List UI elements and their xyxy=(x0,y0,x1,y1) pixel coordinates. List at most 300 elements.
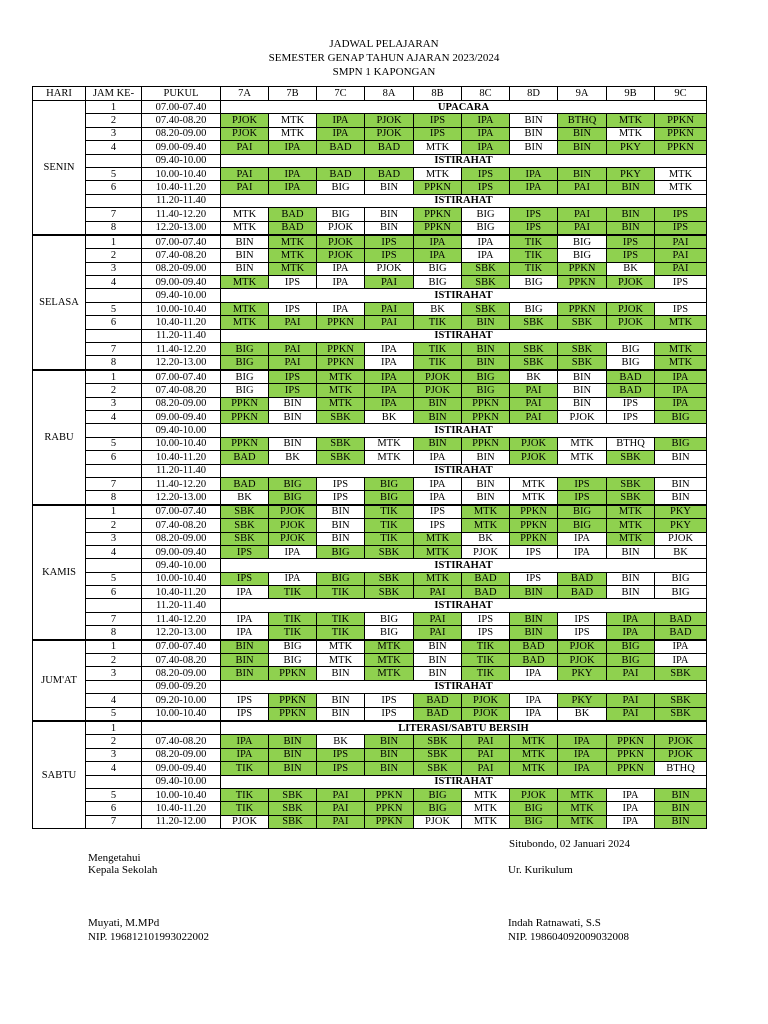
time-range: 12.20-13.00 xyxy=(142,356,221,370)
subject-cell: PAI xyxy=(365,316,414,329)
table-row xyxy=(33,654,707,667)
subject-cell: BAD xyxy=(414,694,462,707)
subject-cell: IPS xyxy=(221,694,269,707)
subject-cell: IPS xyxy=(365,707,414,721)
subject-cell: MTK xyxy=(510,735,558,748)
subject-cell: MTK xyxy=(510,477,558,490)
subject-cell: MTK xyxy=(607,519,655,532)
subject-cell: BK xyxy=(269,451,317,464)
subject-cell: PAI xyxy=(317,788,365,801)
period-number: 4 xyxy=(86,410,142,423)
subject-cell: IPA xyxy=(607,626,655,640)
time-range: 11.40-12.20 xyxy=(142,477,221,490)
subject-cell: TIK xyxy=(462,667,510,680)
time-range: 11.20-11.40 xyxy=(142,329,221,342)
subject-cell: PJOK xyxy=(655,735,707,748)
subject-cell: IPA xyxy=(365,370,414,384)
subject-cell: MTK xyxy=(317,384,365,397)
time-range xyxy=(142,721,221,735)
period-number: 3 xyxy=(86,667,142,680)
subject-cell: BIG xyxy=(607,654,655,667)
table-header-row xyxy=(33,87,707,101)
subject-cell: IPA xyxy=(221,735,269,748)
table-row xyxy=(33,532,707,545)
subject-cell: SBK xyxy=(462,302,510,315)
subject-cell: BIN xyxy=(558,397,607,410)
subject-cell: MTK xyxy=(269,249,317,262)
subject-cell: BIG xyxy=(317,572,365,585)
subject-cell: TIK xyxy=(510,249,558,262)
subject-cell: BK xyxy=(655,545,707,558)
subject-cell: BIN xyxy=(365,762,414,775)
subject-cell: MTK xyxy=(510,748,558,761)
principal-name: Muyati, M.MPd xyxy=(88,917,160,929)
period-number: 5 xyxy=(86,437,142,450)
subject-cell: MTK xyxy=(269,114,317,127)
period-number xyxy=(86,424,142,437)
time-range: 09.00-09.40 xyxy=(142,141,221,154)
subject-cell: BIN xyxy=(365,208,414,221)
period-number: 5 xyxy=(86,572,142,585)
subject-cell: BIG xyxy=(558,505,607,519)
subject-cell: TIK xyxy=(365,505,414,519)
subject-cell: BIN xyxy=(510,626,558,640)
column-header: 9A xyxy=(558,87,607,101)
break-label: ISTIRAHAT xyxy=(221,194,707,207)
subject-cell: PAI xyxy=(462,762,510,775)
time-range: 11.40-12.20 xyxy=(142,343,221,356)
period-number: 1 xyxy=(86,640,142,654)
subject-cell: PJOK xyxy=(510,437,558,450)
subject-cell: PJOK xyxy=(607,302,655,315)
column-header: 9C xyxy=(655,87,707,101)
subject-cell: PPKN xyxy=(462,410,510,423)
subject-cell: PPKN xyxy=(269,694,317,707)
time-range: 11.40-12.20 xyxy=(142,208,221,221)
subject-cell: BIN xyxy=(317,532,365,545)
time-range: 08.20-09.00 xyxy=(142,127,221,140)
table-row xyxy=(33,721,707,735)
document-title: JADWAL PELAJARAN xyxy=(329,38,439,50)
subject-cell: MTK xyxy=(221,302,269,315)
subject-cell: PJOK xyxy=(221,114,269,127)
document-subtitle: SEMESTER GENAP TAHUN AJARAN 2023/2024 xyxy=(268,52,500,64)
subject-cell: TIK xyxy=(414,356,462,370)
subject-cell: PJOK xyxy=(462,707,510,721)
subject-cell: IPA xyxy=(607,815,655,828)
subject-cell: BAD xyxy=(365,167,414,180)
subject-cell: IPA xyxy=(558,748,607,761)
table-row xyxy=(33,127,707,140)
subject-cell: MTK xyxy=(558,815,607,828)
day-label: KAMIS xyxy=(33,505,86,640)
subject-cell: IPS xyxy=(269,276,317,289)
subject-cell: PPKN xyxy=(269,667,317,680)
period-number: 6 xyxy=(86,451,142,464)
time-range: 07.40-08.20 xyxy=(142,735,221,748)
subject-cell: MTK xyxy=(365,654,414,667)
subject-cell: PAI xyxy=(655,235,707,249)
subject-cell: IPS xyxy=(655,302,707,315)
subject-cell: IPS xyxy=(655,276,707,289)
subject-cell: IPS xyxy=(607,235,655,249)
column-header: PUKUL xyxy=(142,87,221,101)
subject-cell: IPA xyxy=(655,370,707,384)
subject-cell: PJOK xyxy=(414,815,462,828)
table-row xyxy=(33,464,707,477)
subject-cell: PJOK xyxy=(317,221,365,235)
subject-cell: IPA xyxy=(269,141,317,154)
subject-cell: BIN xyxy=(365,735,414,748)
table-row xyxy=(33,735,707,748)
subject-cell: IPA xyxy=(221,626,269,640)
subject-cell: BIG xyxy=(221,356,269,370)
subject-cell: MTK xyxy=(269,127,317,140)
period-number: 5 xyxy=(86,707,142,721)
period-number: 7 xyxy=(86,343,142,356)
time-range: 11.20-11.40 xyxy=(142,464,221,477)
subject-cell: BIG xyxy=(510,802,558,815)
curriculum-name: Indah Ratnawati, S.S xyxy=(508,917,601,929)
subject-cell: BIN xyxy=(655,815,707,828)
subject-cell: IPS xyxy=(317,748,365,761)
subject-cell: IPS xyxy=(365,249,414,262)
subject-cell: PPKN xyxy=(414,181,462,194)
subject-cell: IPA xyxy=(414,477,462,490)
subject-cell: SBK xyxy=(462,262,510,275)
subject-cell: PAI xyxy=(510,397,558,410)
subject-cell: BIN xyxy=(269,748,317,761)
subject-cell: TIK xyxy=(269,586,317,599)
table-row xyxy=(33,451,707,464)
time-range: 10.40-11.20 xyxy=(142,181,221,194)
subject-cell: BIN xyxy=(558,127,607,140)
period-number: 4 xyxy=(86,276,142,289)
time-range: 09.00-09.20 xyxy=(142,680,221,693)
subject-cell: BIG xyxy=(607,356,655,370)
subject-cell: BIN xyxy=(510,127,558,140)
subject-cell: IPA xyxy=(317,262,365,275)
table-row xyxy=(33,410,707,423)
table-row xyxy=(33,680,707,693)
subject-cell: BIN xyxy=(221,235,269,249)
time-range: 09.40-10.00 xyxy=(142,775,221,788)
table-row xyxy=(33,356,707,370)
subject-cell: IPS xyxy=(414,127,462,140)
subject-cell: TIK xyxy=(317,586,365,599)
break-label: ISTIRAHAT xyxy=(221,424,707,437)
period-number: 1 xyxy=(86,235,142,249)
period-number xyxy=(86,289,142,302)
subject-cell: BIN xyxy=(510,114,558,127)
break-label: ISTIRAHAT xyxy=(221,599,707,612)
period-number xyxy=(86,775,142,788)
subject-cell: SBK xyxy=(462,276,510,289)
subject-cell: PPKN xyxy=(414,221,462,235)
time-range: 08.20-09.00 xyxy=(142,748,221,761)
subject-cell: BIG xyxy=(414,262,462,275)
subject-cell: MTK xyxy=(414,141,462,154)
subject-cell: IPS xyxy=(558,626,607,640)
subject-cell: PPKN xyxy=(558,262,607,275)
day-label: SELASA xyxy=(33,235,86,370)
subject-cell: TIK xyxy=(365,532,414,545)
subject-cell: BIN xyxy=(269,397,317,410)
subject-cell: IPS xyxy=(317,762,365,775)
subject-cell: MTK xyxy=(414,572,462,585)
table-row xyxy=(33,235,707,249)
subject-cell: BIN xyxy=(558,141,607,154)
subject-cell: IPS xyxy=(365,235,414,249)
time-range: 08.20-09.00 xyxy=(142,397,221,410)
subject-cell: PJOK xyxy=(558,410,607,423)
subject-cell: BIN xyxy=(558,167,607,180)
table-row xyxy=(33,640,707,654)
time-range: 10.40-11.20 xyxy=(142,586,221,599)
subject-cell: IPA xyxy=(365,397,414,410)
subject-cell: IPA xyxy=(607,788,655,801)
subject-cell: IPA xyxy=(510,667,558,680)
subject-cell: TIK xyxy=(269,626,317,640)
subject-cell: BAD xyxy=(558,586,607,599)
day-label: RABU xyxy=(33,370,86,505)
subject-cell: IPS xyxy=(462,167,510,180)
time-range: 09.40-10.00 xyxy=(142,424,221,437)
subject-cell: TIK xyxy=(221,762,269,775)
subject-cell: MTK xyxy=(365,451,414,464)
period-number: 8 xyxy=(86,356,142,370)
subject-cell: MTK xyxy=(317,640,365,654)
subject-cell: PAI xyxy=(221,167,269,180)
period-number: 6 xyxy=(86,316,142,329)
subject-cell: BK xyxy=(221,491,269,505)
subject-cell: PJOK xyxy=(269,505,317,519)
subject-cell: BIG xyxy=(221,370,269,384)
subject-cell: MTK xyxy=(414,532,462,545)
subject-cell: MTK xyxy=(414,545,462,558)
table-row xyxy=(33,316,707,329)
subject-cell: BIG xyxy=(414,788,462,801)
subject-cell: PAI xyxy=(317,815,365,828)
table-row xyxy=(33,114,707,127)
subject-cell: SBK xyxy=(269,815,317,828)
subject-cell: PPKN xyxy=(607,748,655,761)
subject-cell: PKY xyxy=(607,141,655,154)
subject-cell: IPS xyxy=(510,208,558,221)
subject-cell: BIG xyxy=(558,235,607,249)
period-number: 7 xyxy=(86,815,142,828)
subject-cell: TIK xyxy=(317,626,365,640)
break-label: ISTIRAHAT xyxy=(221,680,707,693)
subject-cell: MTK xyxy=(607,127,655,140)
subject-cell: BIN xyxy=(462,316,510,329)
subject-cell: BIG xyxy=(365,477,414,490)
time-range: 07.00-07.40 xyxy=(142,640,221,654)
period-number xyxy=(86,154,142,167)
period-number xyxy=(86,680,142,693)
period-number: 2 xyxy=(86,384,142,397)
period-number: 3 xyxy=(86,532,142,545)
table-row xyxy=(33,491,707,505)
subject-cell: BK xyxy=(510,370,558,384)
subject-cell: SBK xyxy=(510,316,558,329)
subject-cell: PPKN xyxy=(365,788,414,801)
subject-cell: TIK xyxy=(317,612,365,625)
subject-cell: BIN xyxy=(317,694,365,707)
subject-cell: BIN xyxy=(607,572,655,585)
subject-cell: SBK xyxy=(365,572,414,585)
subject-cell: PPKN xyxy=(655,141,707,154)
period-number: 8 xyxy=(86,221,142,235)
time-range: 09.40-10.00 xyxy=(142,289,221,302)
subject-cell: BAD xyxy=(221,477,269,490)
subject-cell: BK xyxy=(414,302,462,315)
table-row xyxy=(33,289,707,302)
subject-cell: BAD xyxy=(510,640,558,654)
table-row xyxy=(33,762,707,775)
table-row xyxy=(33,748,707,761)
subject-cell: IPA xyxy=(269,167,317,180)
subject-cell: BIN xyxy=(221,667,269,680)
subject-cell: PAI xyxy=(510,384,558,397)
subject-cell: PAI xyxy=(414,626,462,640)
subject-cell: SBK xyxy=(317,437,365,450)
time-range: 07.40-08.20 xyxy=(142,384,221,397)
schedule-table xyxy=(32,86,707,829)
time-range: 07.40-08.20 xyxy=(142,249,221,262)
subject-cell: MTK xyxy=(365,437,414,450)
period-number: 2 xyxy=(86,654,142,667)
subject-cell: BIG xyxy=(414,276,462,289)
subject-cell: BIN xyxy=(462,491,510,505)
subject-cell: PJOK xyxy=(510,451,558,464)
period-number: 2 xyxy=(86,249,142,262)
acknowledged-label: Mengetahui xyxy=(88,852,141,864)
subject-cell: PPKN xyxy=(365,815,414,828)
subject-cell: PAI xyxy=(607,694,655,707)
subject-cell: PAI xyxy=(269,343,317,356)
subject-cell: BIG xyxy=(510,276,558,289)
table-row xyxy=(33,626,707,640)
subject-cell: IPA xyxy=(269,545,317,558)
subject-cell: BIN xyxy=(655,477,707,490)
subject-cell: BIG xyxy=(269,491,317,505)
subject-cell: PAI xyxy=(317,802,365,815)
subject-cell: IPA xyxy=(558,545,607,558)
period-number: 3 xyxy=(86,262,142,275)
time-range: 10.00-10.40 xyxy=(142,572,221,585)
subject-cell: IPA xyxy=(317,302,365,315)
period-number: 6 xyxy=(86,586,142,599)
subject-cell: PJOK xyxy=(269,532,317,545)
subject-cell: SBK xyxy=(414,762,462,775)
subject-cell: BIG xyxy=(221,384,269,397)
time-range: 10.00-10.40 xyxy=(142,167,221,180)
subject-cell: BIN xyxy=(414,667,462,680)
subject-cell: IPS xyxy=(462,181,510,194)
subject-cell: BIN xyxy=(462,356,510,370)
subject-cell: BTHQ xyxy=(607,437,655,450)
period-number: 3 xyxy=(86,748,142,761)
subject-cell: IPA xyxy=(558,735,607,748)
school-name: SMPN 1 KAPONGAN xyxy=(332,66,436,78)
subject-cell: SBK xyxy=(510,343,558,356)
subject-cell: IPA xyxy=(558,762,607,775)
subject-cell: BIN xyxy=(365,181,414,194)
subject-cell: BIN xyxy=(558,370,607,384)
subject-cell: IPS xyxy=(607,410,655,423)
subject-cell: BAD xyxy=(317,141,365,154)
subject-cell: BIG xyxy=(655,572,707,585)
subject-cell: MTK xyxy=(462,505,510,519)
table-row xyxy=(33,612,707,625)
period-number: 4 xyxy=(86,762,142,775)
subject-cell: PPKN xyxy=(607,762,655,775)
subject-cell: BIN xyxy=(365,221,414,235)
subject-cell: BIN xyxy=(462,451,510,464)
subject-cell: IPA xyxy=(269,572,317,585)
time-range: 10.00-10.40 xyxy=(142,707,221,721)
subject-cell: MTK xyxy=(510,491,558,505)
subject-cell: BTHQ xyxy=(655,762,707,775)
subject-cell: BIG xyxy=(414,802,462,815)
subject-cell: IPS xyxy=(607,397,655,410)
subject-cell: PJOK xyxy=(221,815,269,828)
period-number: 5 xyxy=(86,302,142,315)
subject-cell: BIG xyxy=(462,384,510,397)
subject-cell: BIG xyxy=(607,343,655,356)
subject-cell: BAD xyxy=(269,208,317,221)
break-label: ISTIRAHAT xyxy=(221,329,707,342)
subject-cell: BAD xyxy=(655,626,707,640)
table-row xyxy=(33,221,707,235)
break-label: ISTIRAHAT xyxy=(221,289,707,302)
subject-cell: SBK xyxy=(655,694,707,707)
subject-cell: SBK xyxy=(317,410,365,423)
subject-cell: BK xyxy=(462,532,510,545)
subject-cell: PPKN xyxy=(221,410,269,423)
subject-cell: PPKN xyxy=(317,356,365,370)
time-range: 12.20-13.00 xyxy=(142,626,221,640)
table-row xyxy=(33,208,707,221)
subject-cell: MTK xyxy=(607,114,655,127)
time-range: 10.40-11.20 xyxy=(142,451,221,464)
subject-cell: MTK xyxy=(462,788,510,801)
period-number: 2 xyxy=(86,735,142,748)
subject-cell: BIG xyxy=(607,640,655,654)
subject-cell: BAD xyxy=(414,707,462,721)
subject-cell: IPA xyxy=(558,532,607,545)
subject-cell: MTK xyxy=(607,505,655,519)
table-row xyxy=(33,559,707,572)
subject-cell: BIG xyxy=(462,208,510,221)
subject-cell: BAD xyxy=(607,384,655,397)
subject-cell: BAD xyxy=(221,451,269,464)
subject-cell: SBK xyxy=(221,505,269,519)
period-number: 4 xyxy=(86,141,142,154)
subject-cell: IPA xyxy=(655,640,707,654)
subject-cell: PKY xyxy=(655,519,707,532)
subject-cell: PPKN xyxy=(221,397,269,410)
subject-cell: BIN xyxy=(414,437,462,450)
subject-cell: PPKN xyxy=(510,519,558,532)
subject-cell: MTK xyxy=(365,667,414,680)
column-header: 8B xyxy=(414,87,462,101)
time-range: 07.40-08.20 xyxy=(142,519,221,532)
subject-cell: PAI xyxy=(462,748,510,761)
table-row xyxy=(33,667,707,680)
subject-cell: PAI xyxy=(269,316,317,329)
